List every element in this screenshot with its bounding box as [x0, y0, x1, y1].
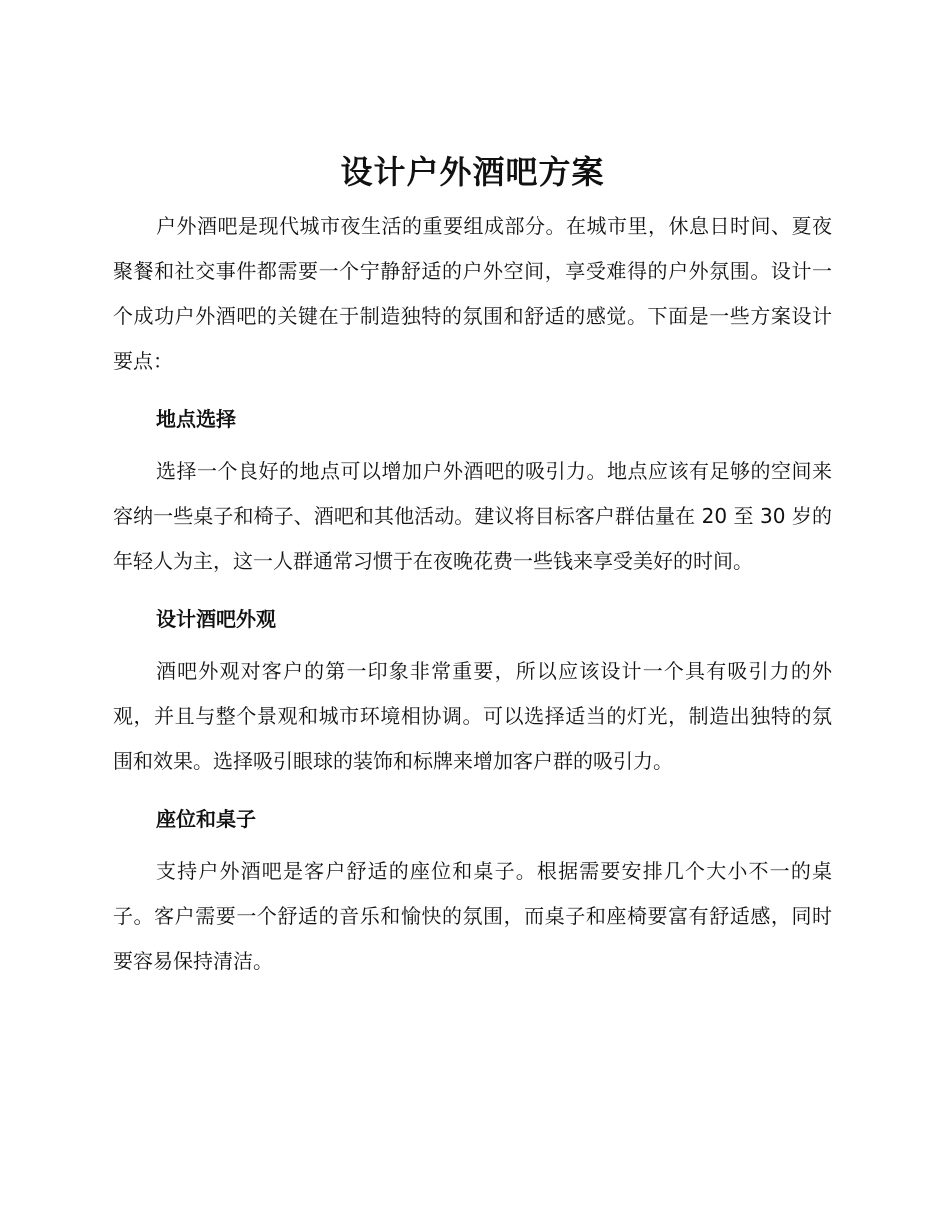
section-location: [113, 404, 832, 584]
section-seating: [113, 804, 832, 984]
intro-paragraph: 户外酒吧是现代城市夜生活的重要组成部分。在城市里，休息日时间、夏夜聚餐和社交事件都需要一个宁静舒适的户外空间，享受难得的户外氛围。设计一个成功户外酒吧的关键在于制造独特的氛围和舒适的感觉。下面是一些方案设计要点：: [113, 214, 832, 373]
section-heading: 座位和桌子: [156, 807, 256, 831]
document-title: 设计户外酒吧方案: [340, 153, 605, 191]
section-paragraph: 酒吧外观对客户的第一印象非常重要，所以应该设计一个具有吸引力的外观，并且与整个景观和城市环境相协调。可以选择适当的灯光，制造出独特的氛围和效果。选择吸引眼球的装饰和标牌来增加客户群的吸引力。: [113, 659, 832, 773]
section-paragraph: 支持户外酒吧是客户舒适的座位和桌子。根据需要安排几个大小不一的桌子。客户需要一个舒适的音乐和愉快的氛围，而桌子和座椅要富有舒适感，同时要容易保持清洁。: [113, 859, 832, 973]
section-paragraph: 选择一个良好的地点可以增加户外酒吧的吸引力。地点应该有足够的空间来容纳一些桌子和椅子、酒吧和其他活动。建议将目标客户群估量在 20 至 30 岁的年轻人为主，这一人群通常习惯于在夜晚花费一些钱来享受美好的时间。: [113, 459, 832, 573]
section-exterior: [113, 604, 832, 784]
section-heading: 设计酒吧外观: [156, 607, 276, 631]
section-heading: 地点选择: [156, 407, 236, 431]
